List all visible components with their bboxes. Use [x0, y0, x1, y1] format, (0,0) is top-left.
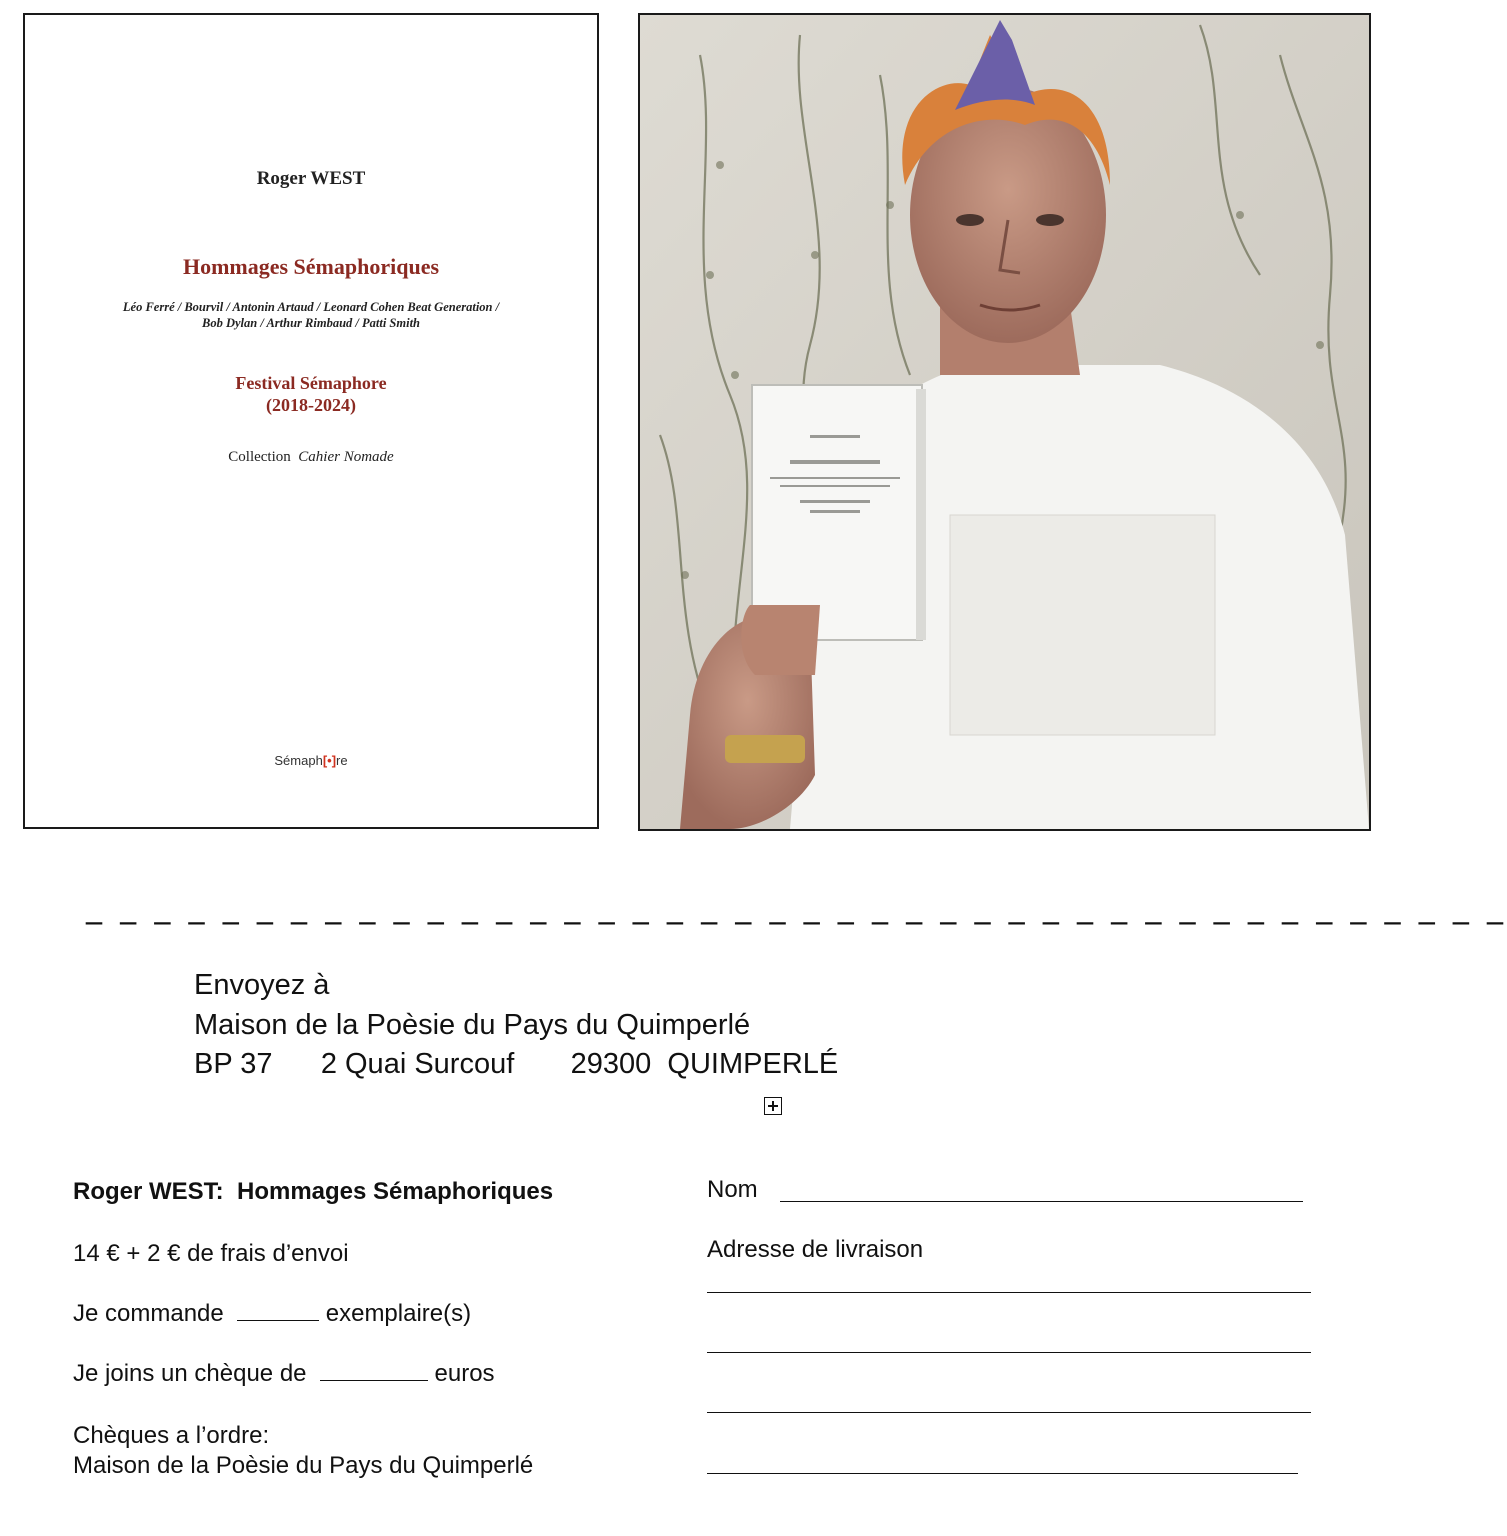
cover-festival-line1: Festival Sémaphore [235, 373, 387, 393]
order-cheque-row [73, 1360, 495, 1388]
cheque-suffix: euros [427, 1360, 495, 1387]
name-field[interactable] [780, 1201, 1303, 1202]
cover-title: Hommages Sémaphoriques [182, 254, 440, 279]
order-quantity-row [73, 1300, 471, 1328]
cover-subtitle [65, 299, 557, 331]
cover-festival-line2: (2018-2024) [266, 395, 356, 415]
cut-line: _ _ _ _ _ _ _ _ _ _ _ _ _ _ _ _ _ _ _ _ _ _ _ _ _ _ _ _ _ _ _ _ _ _ _ _ _ _ _ _ _ _ [86, 887, 1507, 925]
address-line-1: Envoyez à [194, 969, 330, 1001]
cheque-amount-field[interactable] [320, 1360, 428, 1381]
qty-label: Je commande [73, 1300, 238, 1327]
cover-subtitle-line1: Léo Ferré / Bourvil / Antonin Artaud / Leonard Cohen Beat Generation / [122, 300, 500, 314]
qty-suffix: exemplaire(s) [319, 1300, 472, 1327]
address-line-2: Maison de la Poèsie du Pays du Quimperlé [194, 1009, 751, 1041]
order-heading: Roger WEST: Hommages Sémaphoriques [73, 1178, 554, 1205]
address-line-3: BP 37 2 Quai Surcouf 29300 QUIMPERLÉ [194, 1048, 839, 1080]
cover-publisher-logo: Sémaph[•]re [274, 753, 348, 768]
publisher-mark: [•] [322, 753, 337, 768]
cheque-label: Je joins un chèque de [73, 1360, 320, 1387]
book-cover [23, 13, 599, 829]
author-photo [638, 13, 1371, 831]
name-label: Nom [707, 1176, 758, 1203]
quantity-field[interactable] [237, 1300, 319, 1321]
address-field-line-1[interactable] [707, 1292, 1311, 1293]
cheque-order-payee: Maison de la Poèsie du Pays du Quimperlé [73, 1452, 534, 1479]
address-field-line-3[interactable] [707, 1412, 1311, 1413]
cover-subtitle-line2: Bob Dylan / Arthur Rimbaud / Patti Smith [202, 316, 420, 330]
cover-festival [25, 372, 597, 416]
author-photo-illustration [640, 15, 1369, 829]
cheque-order-label: Chèques a l’ordre: [73, 1422, 270, 1449]
delivery-address-label: Adresse de livraison [707, 1236, 924, 1263]
cover-collection-label: Collection [228, 449, 291, 465]
order-price: 14 € + 2 € de frais d’envoi [73, 1240, 349, 1267]
cover-collection [25, 449, 597, 466]
address-field-line-4[interactable] [707, 1473, 1298, 1474]
cover-collection-name: Cahier Nomade [298, 449, 394, 465]
cover-author: Roger WEST [256, 168, 366, 189]
plus-box-icon [764, 1097, 782, 1115]
address-field-line-2[interactable] [707, 1352, 1311, 1353]
